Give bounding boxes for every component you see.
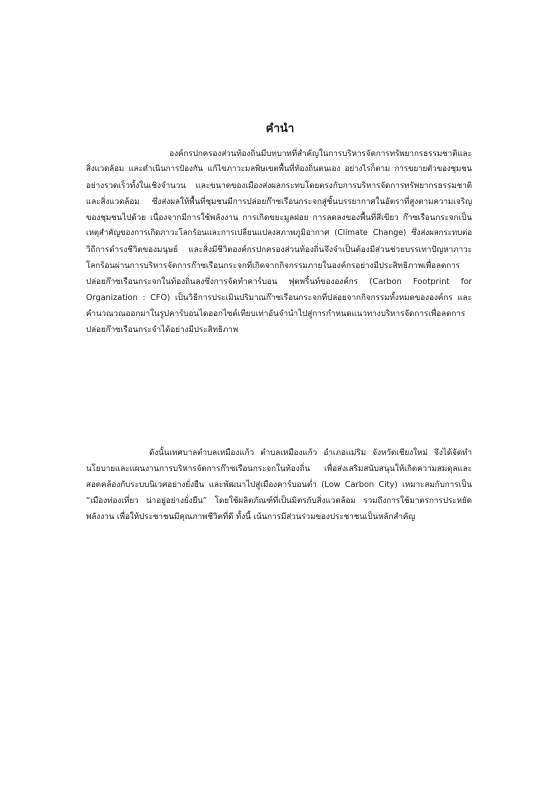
paragraph-line: และสิ่งแวดล้อม ซึ่งส่งผลให้พื้นที่ชุมชนมีการปล่อยก๊าซเรือนกระจกสู่ชั้นบรรยากาศในอัตราที่สูงตามความเจริญ [86, 196, 472, 206]
paragraph-line: ปล่อยก๊าซเรือนกระจำได้อย่างมีประสิทธิภาพ [86, 324, 239, 334]
paragraph-line: Organization : CFO) เป็นวิธีการประเมินปริมาณก๊าซเรือนกระจกที่ปล่อยจากกิจกรรมทั้งหมดขององค์กร และ [86, 292, 472, 302]
paragraph-line: พลังงาน เพื่อให้ประชาชนมีคุณภาพชีวิตที่ดี ทั้งนี้ เน้นการมีส่วนร่วมของประชาชนเป็นหลักสำคัญ [86, 511, 416, 521]
paragraph-2 [86, 444, 472, 524]
paragraph-line: เหตุสำคัญของการเกิดภาวะโลกร้อนและการเปลี่ยนแปลงสภาพภูมิอากาศ (Climate Change) ซึ่งส่งผลกระทบต่อ [86, 228, 472, 237]
paragraph-line: ของชุมชนไปด้วย เนื่องจากมีการใช้พลังงาน การเกิดขยะมูลฝอย การลดลงของพื้นที่สีเขียว ก๊าซเรือนกระจกเป็น [86, 212, 472, 222]
paragraph-line: วิถีการดำรงชีวิตของมนุษย์ และสิ่งมีชีวิตองค์กรปกครองส่วนท้องถิ่นจึงจำเป็นต้องมีส่วนช่วยบรรเทาปัญหาภาวะ [86, 244, 472, 254]
paragraph-line: โลกร้อนผ่านการบริหารจัดการก๊าซเรือนกระจกที่เกิดจากกิจกรรมภายในองค์กรอย่างมีประสิทธิภาพเพื่อลดการ [86, 260, 461, 270]
paragraph-line: สอดคล้องกับระบบนิเวศอย่างยั่งยืน และพัฒนาไปสู่เมืองคาร์บอนต่ำ (Low Carbon City) เหมาะสมกับการเป็น [86, 479, 472, 489]
paragraph-line: คำนวณวณออกมาในรูปคาร์บอนไดออกไซด์เทียบเท่าอันจำนำไปสู่การกำหนดแนวทางบริหารจัดการเพื่อลดการ [86, 308, 466, 318]
paragraph-line: ปล่อยก๊าซเรือนกระจกในท้องถิ่นลงซึ่งการจัดทำคาร์บอน ฟุตพริ้นท์ขององค์กร (Carbon Footprint for [86, 276, 472, 286]
page-title: คำนำ [265, 121, 295, 135]
paragraph-line: ดังนั้นเทศบาลตำบลเหมืองแก้ว ตำบลเหมืองแก้ว อำเภอแม่ริม จังหวัดเชียงใหม่ จึงได้จัดทำ [86, 447, 472, 457]
paragraph-line: สิ่งแวดล้อม และดำเนินการป้องกัน แก้ไขภาวะมลพิษเขตพื้นที่ท้องถิ่นตนเอง อย่างไรก็ตาม การขยายตัวของชุมชน [86, 164, 472, 173]
paragraph-1 [86, 145, 472, 337]
paragraph-line: “เมืองท่องเที่ยว น่าอยู่อย่างยั่งยืน” โดยใช้ผลิตภัณฑ์ที่เป็นมิตรกับสิ่งแวดล้อม รวมถึงการใช้มาตรการประหยัด [86, 495, 472, 505]
paragraph-line: นโยบายและแผนงานการบริหารจัดการก๊าซเรือนกระจกในท้องถิ่น เพื่อส่งเสริมสนับสนุนให้เกิดความสมดุลและ [86, 463, 472, 473]
paragraph-line: อย่างรวดเร็วทั้งในเชิงจำนวน และขนาดของเมืองส่งผลกระทบโดยตรงกับการบริหารจัดการทรัพยากรธรรมชาติ [86, 180, 472, 190]
paragraph-line: องค์กรปกครองส่วนท้องถิ่นมีบทบาทที่สำคัญในการบริหารจัดการทรัพยากรธรรมชาติและ [86, 148, 472, 158]
